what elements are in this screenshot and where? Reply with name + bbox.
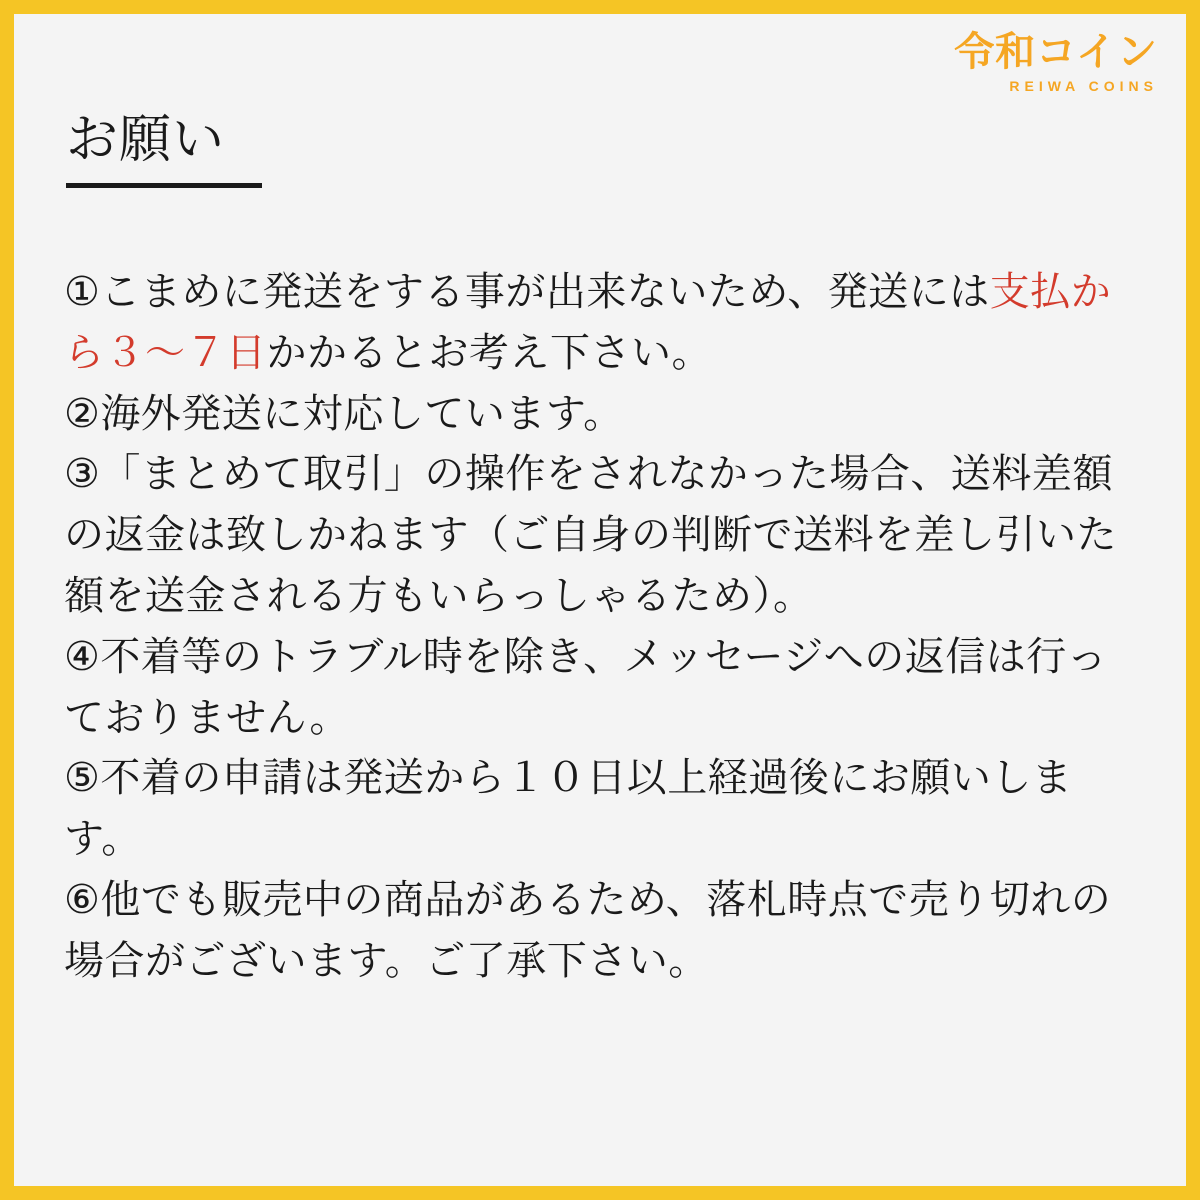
page-title-block [66,112,262,188]
notice-item [64,444,1138,626]
notice-item [64,384,1138,445]
notice-item-text-pre: ⑥他でも販売中の商品があるため、落札時点で売り切れの場合がございます。ご了承下さい。 [64,876,1112,984]
notice-item-text-pre: ③「まとめて取引」の操作をされなかった場合、送料差額の返金は致しかねます（ご自身の判断で送料を差し引いた額を送金される方もいらっしゃるため）。 [64,451,1117,619]
notice-list [64,262,1138,992]
notice-item-text-post: かかるとお考え下さい。 [266,329,712,376]
notice-item-highlight: 支払から３〜７日 [64,269,1112,376]
title-underline [66,183,262,188]
card-inner [14,14,1186,1186]
notice-item-text-pre: ①こまめに発送をする事が出来ないため、発送には [64,269,990,315]
notice-item-text-pre: ⑤不着の申請は発送から１０日以上経過後にお願いします。 [64,755,1073,863]
notice-item [64,870,1138,992]
brand-logo-sub: REIWA COINS [1009,78,1158,94]
notice-item [64,627,1138,749]
notice-item [64,262,1138,384]
brand-logo-main: 令和コイン [954,29,1158,75]
notice-item-text-pre: ④不着等のトラブル時を除き、メッセージへの返信は行っておりません。 [64,633,1108,741]
notice-item-text-pre: ②海外発送に対応しています。 [64,390,624,437]
page-title: お願い [66,110,226,170]
notice-item [64,748,1138,870]
brand-logo [954,29,1158,94]
